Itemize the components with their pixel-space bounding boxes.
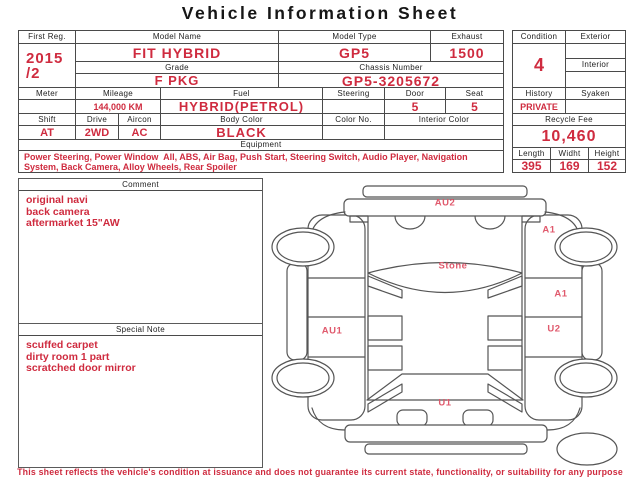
special-note-line: dirty room 1 part — [26, 350, 110, 363]
meter-value — [19, 100, 75, 113]
comment-box — [18, 178, 263, 324]
first-reg-value: 2015 /2 — [26, 49, 64, 82]
syaken-cell — [565, 87, 626, 114]
mileage-cell — [75, 87, 161, 114]
damage-label-a1-front: A1 — [542, 224, 556, 236]
comment-text — [19, 191, 262, 323]
fuel-value: HYBRID(PETROL) — [178, 100, 305, 113]
car-damage-diagram — [265, 178, 637, 468]
shift-label: Shift — [19, 114, 75, 126]
meter-cell — [18, 87, 76, 114]
recycle-fee-cell — [512, 113, 626, 148]
equipment-cell — [18, 139, 504, 173]
damage-label-a1-door: A1 — [554, 288, 568, 300]
exhaust-value: 1500 — [449, 44, 485, 61]
steering-value — [323, 100, 384, 113]
history-value: PRIVATE — [520, 101, 558, 112]
first-reg-label: First Reg. — [19, 31, 75, 44]
chassis-number-value: GP5-3205672 — [341, 74, 441, 87]
model-name-cell — [75, 30, 279, 62]
special-note-label: Special Note — [19, 324, 262, 336]
aircon-label: Aircon — [119, 114, 160, 126]
seat-value: 5 — [471, 100, 478, 113]
seat-label: Seat — [446, 88, 503, 100]
color-no-label: Color No. — [323, 114, 384, 126]
model-type-cell — [278, 30, 431, 62]
interior-label: Interior — [566, 59, 625, 72]
grade-label: Grade — [76, 62, 278, 74]
grade-value: F PKG — [154, 74, 200, 87]
damage-label-au2: AU2 — [434, 197, 456, 209]
page-title: Vehicle Information Sheet — [181, 3, 459, 23]
damage-label-au1: AU1 — [321, 325, 343, 337]
model-type-value: GP5 — [338, 44, 370, 61]
interior-value — [566, 72, 625, 87]
condition-label: Condition — [513, 31, 565, 44]
seat-cell — [445, 87, 504, 114]
special-note-box — [18, 323, 263, 468]
door-value: 5 — [411, 100, 419, 113]
aircon-cell — [118, 113, 161, 140]
exterior-value — [566, 44, 625, 59]
syaken-label: Syaken — [566, 88, 625, 100]
body-color-cell — [160, 113, 323, 140]
history-label: History — [513, 88, 565, 100]
exhaust-label: Exhaust — [431, 31, 503, 44]
car-top-view-drawing — [265, 178, 637, 468]
meter-label: Meter — [19, 88, 75, 100]
body-color-value: BLACK — [216, 126, 267, 139]
interior-color-value — [385, 126, 503, 139]
condition-value: 4 — [533, 55, 544, 75]
length-label: Length — [513, 148, 550, 160]
drive-cell — [75, 113, 119, 140]
drive-label: Drive — [76, 114, 118, 126]
body-color-label: Body Color — [161, 114, 322, 126]
width-value: 169 — [559, 160, 580, 172]
exhaust-cell — [430, 30, 504, 62]
interior-color-label: Interior Color — [385, 114, 503, 126]
drive-value: 2WD — [84, 126, 110, 139]
height-cell — [588, 147, 626, 173]
model-name-value: FIT HYBRID — [132, 44, 222, 61]
shift-value: AT — [40, 126, 54, 139]
length-cell — [512, 147, 551, 173]
exterior-interior-cell — [565, 30, 626, 88]
damage-label-u1: U1 — [438, 397, 452, 409]
mileage-value: 144,000 KM — [93, 101, 143, 112]
door-label: Door — [385, 88, 445, 100]
height-label: Height — [589, 148, 625, 160]
shift-cell — [18, 113, 76, 140]
comment-line: back camera — [26, 205, 90, 218]
width-label: Widht — [551, 148, 588, 160]
width-cell — [550, 147, 589, 173]
comment-label: Comment — [19, 179, 262, 191]
steering-cell — [322, 87, 385, 114]
mileage-label: Mileage — [76, 88, 160, 100]
comment-line: aftermarket 15"AW — [26, 217, 120, 229]
special-note-line: scuffed carpet — [26, 339, 98, 351]
fuel-label: Fuel — [161, 88, 322, 100]
aircon-value: AC — [131, 126, 148, 139]
syaken-value — [566, 100, 625, 113]
interior-color-cell — [384, 113, 504, 140]
condition-cell — [512, 30, 566, 88]
steering-label: Steering — [323, 88, 384, 100]
equipment-label: Equipment — [19, 140, 503, 151]
special-note-text — [19, 336, 262, 467]
damage-label-u2: U2 — [547, 323, 561, 335]
grade-cell — [75, 61, 279, 88]
fuel-cell — [160, 87, 323, 114]
special-note-line: scratched door mirror — [26, 362, 136, 374]
comment-line: original navi — [26, 194, 88, 206]
damage-label-stone: Stone — [438, 260, 468, 272]
color-no-cell — [322, 113, 385, 140]
recycle-fee-label: Recycle Fee — [513, 114, 625, 126]
exterior-label: Exterior — [566, 31, 625, 44]
model-name-label: Model Name — [76, 31, 278, 44]
history-cell — [512, 87, 566, 114]
chassis-number-label: Chassis Number — [279, 62, 503, 74]
first-reg-cell — [18, 30, 76, 88]
door-cell — [384, 87, 446, 114]
height-value: 152 — [596, 160, 618, 172]
equipment-value: Power Steering, Power Window All, ABS, Air Bag, Push Start, Steering Switch, Audio Player, Navigation System, Back Camera, Alloy Wheels, Rear Spoiler — [24, 152, 471, 172]
length-value: 395 — [521, 160, 542, 172]
footer-disclaimer: This sheet reflects the vehicle's condition at issuance and does not guarantee its current state, functionality, or suitability for any purpose — [17, 467, 623, 477]
color-no-value — [323, 126, 384, 139]
chassis-number-cell — [278, 61, 504, 88]
model-type-label: Model Type — [279, 31, 430, 44]
recycle-fee-value: 10,460 — [541, 127, 597, 145]
